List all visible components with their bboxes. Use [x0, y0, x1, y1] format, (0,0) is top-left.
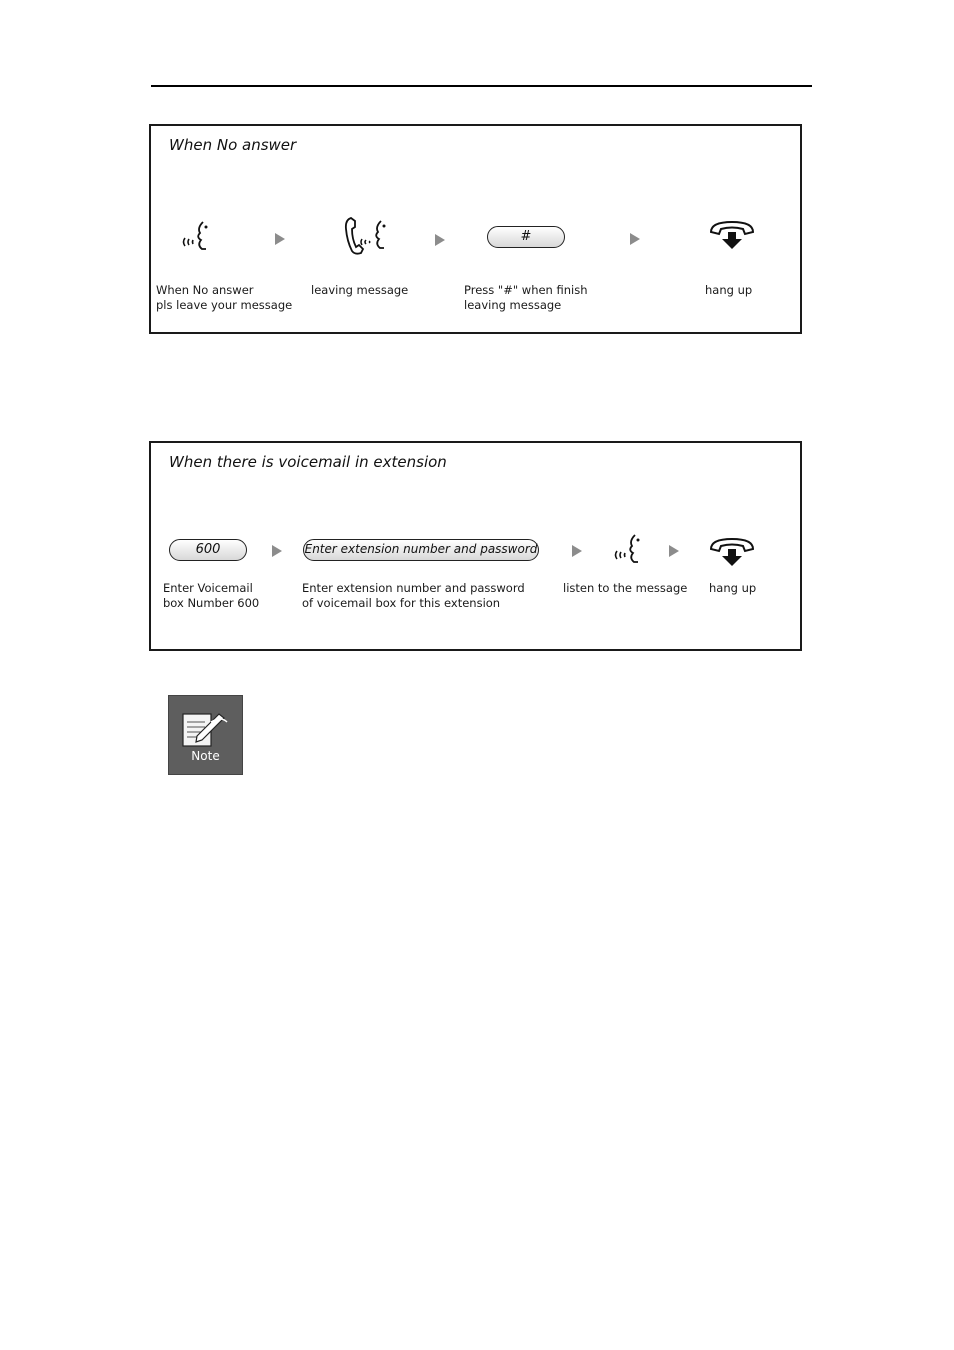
speaking-icon: [611, 531, 643, 567]
caption-line: listen to the message: [563, 581, 688, 595]
arrow-icon: [572, 545, 582, 557]
voicemail-panel: [149, 441, 802, 651]
caption-line: leaving message: [311, 283, 409, 297]
arrow-icon: [630, 233, 640, 245]
hang-up-icon: [707, 535, 757, 571]
arrow-icon: [272, 545, 282, 557]
hang-up-icon: [707, 218, 757, 254]
caption-line: box Number 600: [163, 596, 260, 610]
enter-extension-key-button[interactable]: Enter extension number and password: [303, 539, 539, 561]
note-box: [168, 695, 243, 775]
arrow-icon: [435, 234, 445, 246]
caption-line: Press "#" when finish: [464, 283, 588, 297]
caption-line: hang up: [705, 283, 753, 297]
hash-key-button[interactable]: #: [487, 226, 565, 248]
caption-line: Enter extension number and password: [302, 581, 525, 595]
caption-enter-extension: [302, 581, 525, 611]
speaking-icon: [179, 218, 211, 254]
caption-line: pls leave your message: [156, 298, 293, 312]
caption-listen: [563, 581, 687, 596]
no-answer-panel: [149, 124, 802, 334]
caption-hang-up: [705, 283, 752, 298]
caption-line: leaving message: [464, 298, 562, 312]
caption-line: of voicemail box for this extension: [302, 596, 501, 610]
notepad-pen-icon: [181, 708, 231, 748]
caption-enter-voicemail: [163, 581, 259, 611]
caption-hang-up: [709, 581, 756, 596]
arrow-icon: [275, 233, 285, 245]
note-label: Note: [191, 749, 220, 763]
caption-line: Enter Voicemail: [163, 581, 253, 595]
caption-line: hang up: [709, 581, 757, 595]
panel-title: When No answer: [169, 136, 297, 154]
arrow-icon: [669, 545, 679, 557]
caption-press-hash: [464, 283, 588, 313]
header-rule: [151, 85, 812, 87]
panel-title: When there is voicemail in extension: [169, 453, 447, 471]
caption-line: When No answer: [156, 283, 254, 297]
voicemail-number-key-button[interactable]: 600: [169, 539, 247, 561]
caption-leaving-message: [311, 283, 408, 298]
caption-when-no-answer: [156, 283, 292, 313]
handset-speaking-icon: [343, 215, 391, 257]
